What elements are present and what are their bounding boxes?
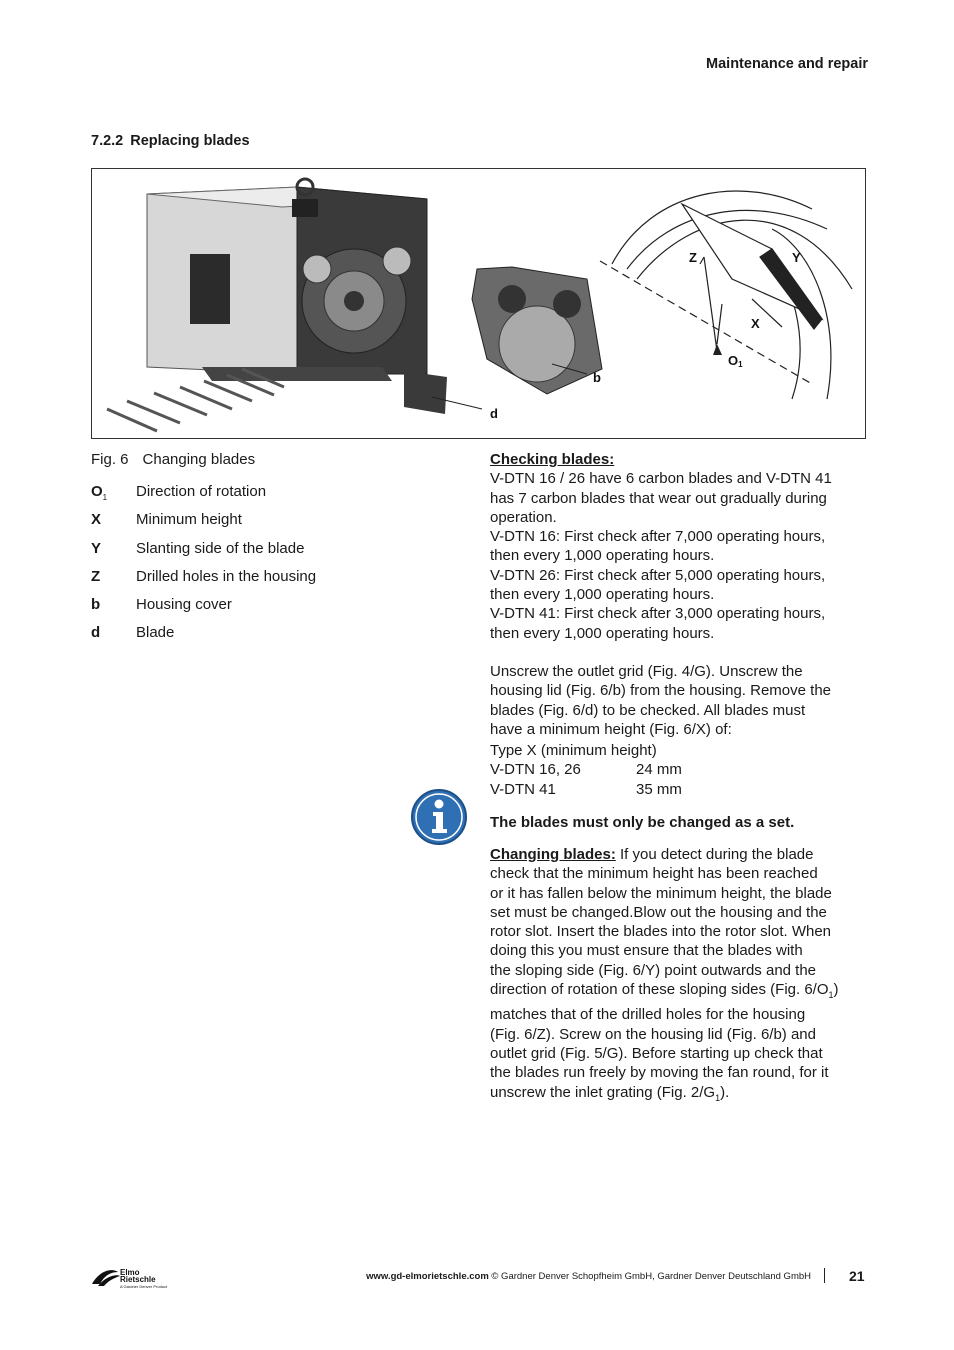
- footer-copyright: www.gd-elmorietschle.com © Gardner Denver Schopfheim GmbH, Gardner Denver Deutschland GmbH: [366, 1271, 811, 1282]
- blade-geometry-diagram: [600, 191, 852, 399]
- paragraph-line: housing lid (Fig. 6/b) from the housing. Remove the: [490, 682, 832, 700]
- paragraph-line: (Fig. 6/Z). Screw on the housing lid (Fig. 6/b) and: [490, 1025, 816, 1043]
- checking-blades-section: [490, 450, 870, 643]
- paragraph-line: outlet grid (Fig. 5/G). Before starting up check that: [490, 1044, 823, 1062]
- legend-description: Housing cover: [136, 596, 232, 614]
- table-header: Type X (minimum height): [490, 742, 657, 759]
- table-cell-type: V-DTN 41: [490, 780, 556, 798]
- paragraph-line: V-DTN 26: First check after 5,000 operating hours,: [490, 566, 826, 584]
- legend-symbol: b: [91, 596, 101, 614]
- brand-logo: [90, 1266, 170, 1295]
- paragraph-line: has 7 carbon blades that wear out gradually during: [490, 489, 827, 507]
- section-title-text: Replacing blades: [130, 133, 250, 149]
- figure-caption-text: Changing blades: [142, 451, 256, 468]
- legend-symbol: $O_1$: [91, 483, 108, 502]
- figure-label-x: X: [751, 316, 760, 331]
- paragraph-line: check that the minimum height has been reached: [490, 865, 818, 883]
- page-number: 21: [849, 1268, 865, 1284]
- running-header: Maintenance and repair: [706, 56, 868, 72]
- legend-symbol: d: [91, 624, 101, 642]
- checking-blades-heading: Checking blades:: [490, 451, 615, 468]
- info-icon: [411, 789, 467, 845]
- paragraph-line: then every 1,000 operating hours.: [490, 547, 715, 565]
- paragraph-line: V-DTN 16: First check after 7,000 operating hours,: [490, 528, 826, 546]
- legend-description: Slanting side of the blade: [136, 539, 305, 557]
- paragraph-line: V-DTN 41: First check after 3,000 operating hours,: [490, 605, 826, 623]
- paragraph-line: then every 1,000 operating hours.: [490, 624, 715, 642]
- svg-text:A Gardner Denver Product: A Gardner Denver Product: [120, 1284, 168, 1289]
- paragraph-line: the blades run freely by moving the fan round, for it: [490, 1064, 829, 1082]
- footer-url[interactable]: www.gd-elmorietschle.com: [366, 1271, 489, 1282]
- legend-symbol: X: [91, 511, 102, 529]
- legend-description: Blade: [136, 624, 175, 642]
- paragraph-line: direction of rotation of these sloping sides (Fig. $6/O_1$): [490, 981, 839, 1001]
- figure-label-z: Z: [689, 250, 697, 265]
- paragraph-line: blades (Fig. 6/d) to be checked. All blades must: [490, 701, 806, 719]
- svg-text:Elmo: Elmo: [120, 1268, 140, 1277]
- legend-symbol: Z: [91, 567, 101, 585]
- paragraph-line: the sloping side (Fig. 6/Y) point outwards and the: [490, 961, 817, 979]
- section-title: [91, 133, 250, 149]
- figure-label-d: d: [490, 406, 498, 421]
- paragraph-line: V-DTN 16 / 26 have 6 carbon blades and V-DTN 41: [490, 470, 832, 488]
- paragraph-line: doing this you must ensure that the blades with: [490, 942, 803, 960]
- paragraph-line: then every 1,000 operating hours.: [490, 586, 715, 604]
- min-height-table: [490, 741, 870, 799]
- legend-symbol: Y: [91, 539, 102, 557]
- figure-label-o1: $O_1$: [728, 353, 743, 369]
- table-row: [490, 780, 870, 799]
- table-cell-value: 35 mm: [636, 780, 682, 798]
- paragraph-line: rotor slot. Insert the blades into the rotor slot. When: [490, 923, 832, 941]
- housing-cover-illustration: [472, 267, 602, 394]
- changing-blades-heading: Changing blades:: [490, 846, 616, 863]
- changing-blades-section: [490, 845, 870, 1108]
- figure-changing-blades: [91, 168, 866, 439]
- table-cell-value: 24 mm: [636, 761, 682, 779]
- figure-number: Fig. 6: [91, 451, 129, 468]
- legend-description: Minimum height: [136, 511, 242, 529]
- paragraph-line: operation.: [490, 508, 557, 526]
- section-number: 7.2.2: [91, 133, 124, 149]
- paragraph-line: Changing blades: If you detect during the blade: [490, 846, 814, 863]
- paragraph-line: unscrew the inlet grating (Fig. $2/G_1$).: [490, 1083, 730, 1103]
- figure-label-y: Y: [792, 250, 801, 265]
- footer-divider: [824, 1268, 825, 1283]
- paragraph-line: Unscrew the outlet grid (Fig. 4/G). Unscrew the: [490, 663, 803, 680]
- blade-illustration: [404, 371, 447, 414]
- pump-illustration: [147, 179, 427, 381]
- figure-label-b: b: [593, 370, 601, 385]
- figure-caption: [91, 451, 255, 468]
- note-change-as-set: The blades must only be changed as a set.: [490, 814, 795, 831]
- paragraph-line: matches that of the drilled holes for the housing: [490, 1006, 806, 1024]
- paragraph-line: or it has fallen below the minimum height, the blade: [490, 884, 832, 902]
- figure-illustration: [92, 169, 866, 439]
- table-cell-type: V-DTN 16, 26: [490, 761, 581, 779]
- legend-description: Drilled holes in the housing: [136, 567, 317, 585]
- legend-description: Direction of rotation: [136, 483, 267, 500]
- svg-text:Rietschle: Rietschle: [120, 1275, 156, 1284]
- paragraph-line: set must be changed.Blow out the housing and the: [490, 903, 827, 921]
- unscrew-paragraph: [490, 662, 870, 739]
- table-row: [490, 760, 870, 779]
- paragraph-line: have a minimum height (Fig. 6/X) of:: [490, 720, 732, 738]
